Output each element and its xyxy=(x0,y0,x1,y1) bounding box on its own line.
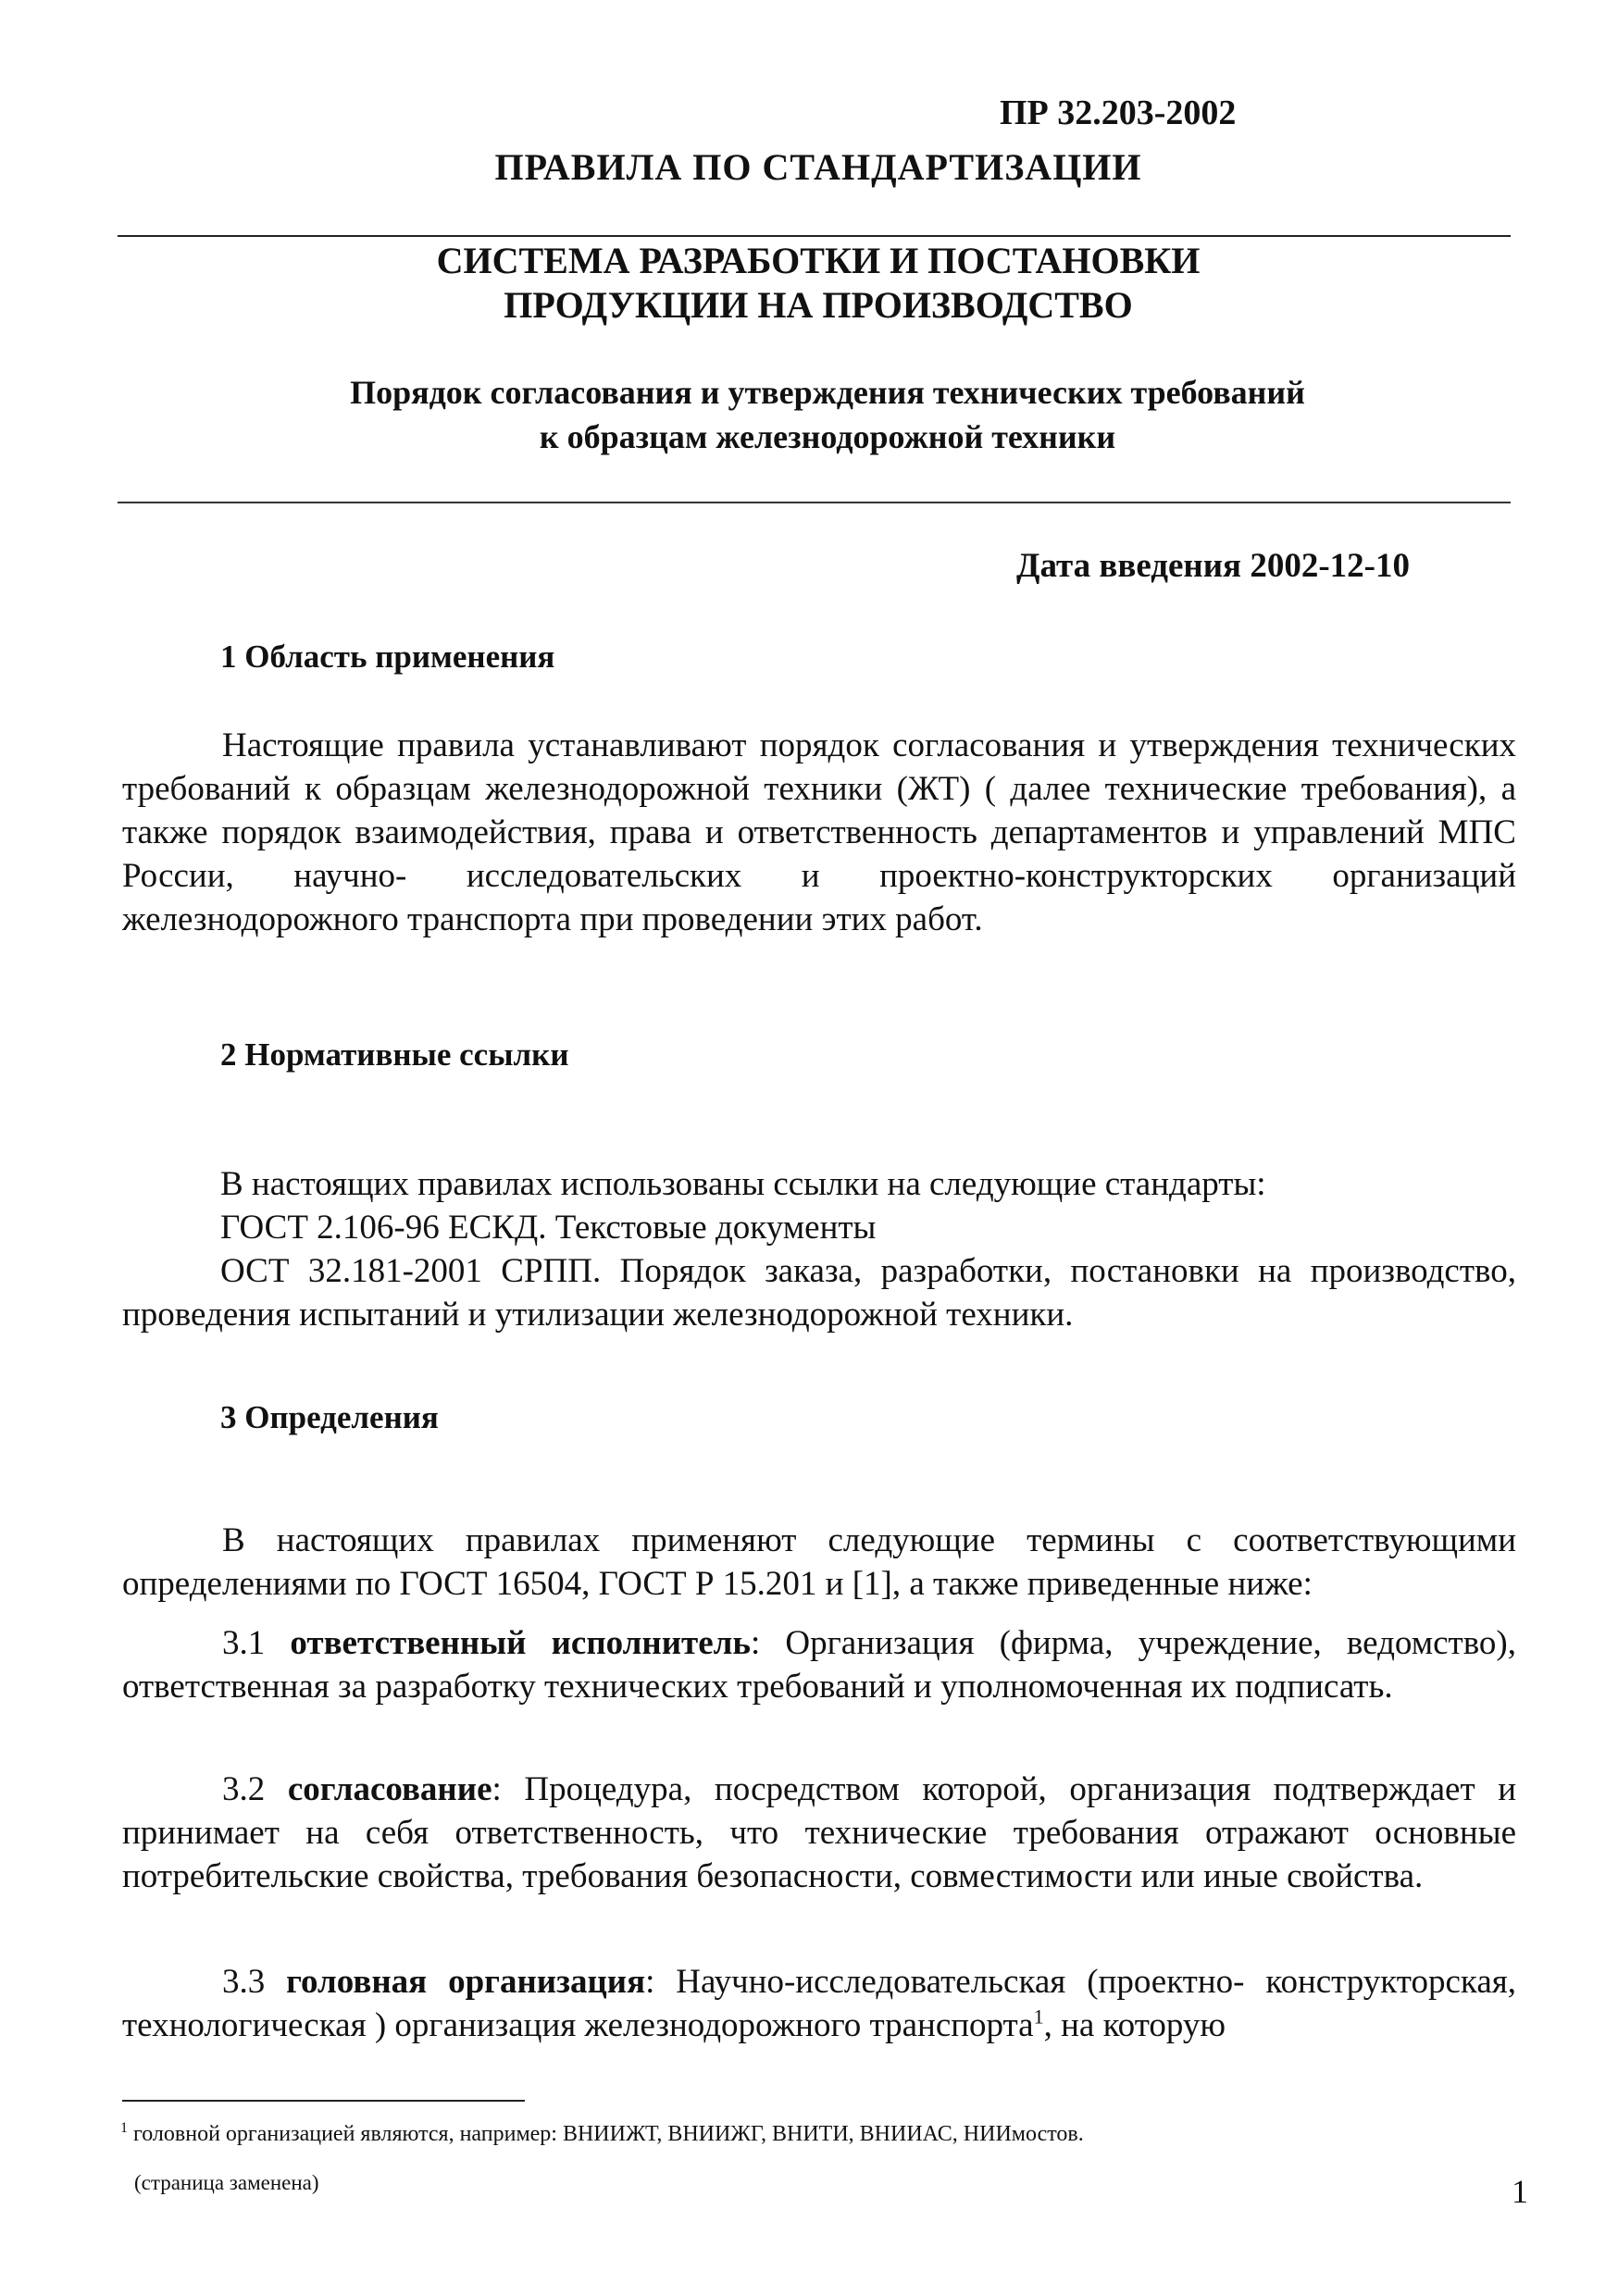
title-rule-top xyxy=(118,235,1511,237)
section-2-heading: 2 Нормативные ссылки xyxy=(220,1036,569,1073)
definition-3-3 xyxy=(122,1960,1516,2047)
definition-3-1-text: : Организация (фирма, учреждение, ведомство), ответственная за разработку технических требований и уполномоченная их подписать. xyxy=(122,1624,1516,1706)
subtitle-line1: Порядок согласования и утверждения технических требований xyxy=(350,374,1305,411)
definition-3-1 xyxy=(122,1621,1516,1708)
subtitle-line2: к образцам железнодорожной техники xyxy=(539,418,1116,455)
system-title-line1: СИСТЕМА РАЗРАБОТКИ И ПОСТАНОВКИ xyxy=(436,240,1201,281)
footnote-mark: 1 xyxy=(120,2120,128,2136)
intro-date: Дата введения 2002-12-10 xyxy=(1016,547,1410,585)
definition-3-1-number: 3.1 xyxy=(222,1624,266,1662)
document-code: ПР 32.203-2002 xyxy=(1000,93,1237,132)
system-title-line2: ПРОДУКЦИИ НА ПРОИЗВОДСТВО xyxy=(504,284,1133,326)
section-3-intro: В настоящих правилах применяют следующие термины с соответствующими определениями по ГОСТ 16504, ГОСТ Р 15.201 и [1], а также приведенные ниже: xyxy=(122,1521,1516,1603)
title-rule-bottom xyxy=(118,502,1511,503)
definition-3-2-text: : Процедура, посредством которой, организация подтверждает и принимает на себя ответственность, что технические требования отражают основные потребительские свойства, требования безопасности, совместимости или иные свойства. xyxy=(122,1770,1517,1895)
page-replaced-note: (страница заменена) xyxy=(134,2171,319,2194)
section-1-text: Настоящие правила устанавливают порядок согласования и утверждения технических требований к образцам железнодорожной техники (ЖТ) ( далее технические требования), а также порядок взаимодействия, права и ответственность департаментов и управлений МПС России, научно- исследовательских и проектно-конструкторских организаций железнодорожного транспорта при проведении этих работ. xyxy=(122,726,1516,938)
definition-3-1-term: ответственный исполнитель xyxy=(290,1624,751,1662)
system-title xyxy=(0,239,1618,328)
definition-3-2-number: 3.2 xyxy=(222,1770,266,1808)
definition-3-3-text: : Научно-исследовательская (проектно- конструкторская, технологическая ) организация железнодорожного транспорта xyxy=(122,1963,1517,2044)
section-2-line2: ГОСТ 2.106-96 ЕСКД. Текстовые документы xyxy=(220,1209,877,1247)
footnote-rule xyxy=(122,2100,525,2102)
definition-3-3-number: 3.3 xyxy=(222,1963,266,2001)
definition-3-3-term: головная организация xyxy=(286,1963,646,2001)
footnote xyxy=(120,2122,1084,2147)
footnote-reference: 1 xyxy=(1033,2004,1044,2029)
section-2-line3: ОСТ 32.181-2001 СРПП. Порядок заказа, разработки, постановки на производство, проведения испытаний и утилизации железнодорожной техники. xyxy=(122,1252,1516,1334)
section-1-heading: 1 Область применения xyxy=(220,639,555,675)
document-subtitle xyxy=(0,370,1618,459)
page-number: 1 xyxy=(1512,2173,1528,2210)
section-2-line1: В настоящих правилах использованы ссылки на следующие стандарты: xyxy=(220,1165,1266,1203)
definition-3-3-text-end: , на которую xyxy=(1043,2006,1226,2044)
rules-title: ПРАВИЛА ПО СТАНДАРТИЗАЦИИ xyxy=(494,146,1142,188)
section-3-heading: 3 Определения xyxy=(220,1399,439,1435)
definition-3-2-term: согласование xyxy=(287,1770,492,1808)
footnote-text: головной организацией являются, например: ВНИИЖТ, ВНИИЖГ, ВНИТИ, ВНИИАС, НИИмостов. xyxy=(128,2122,1084,2146)
definition-3-2 xyxy=(122,1768,1516,1898)
